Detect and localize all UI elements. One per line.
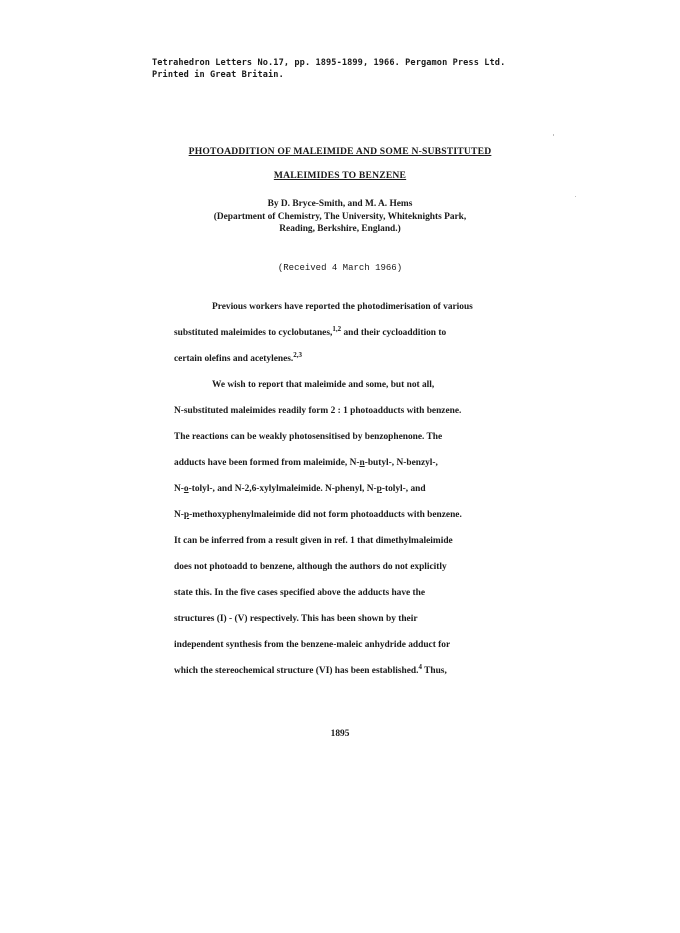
body-text: substituted maleimides to cyclobutanes, — [174, 328, 333, 338]
body-line: The reactions can be weakly photosensitised by benzophenone. The — [174, 432, 443, 442]
body-line — [174, 510, 462, 520]
printed-location: Printed in Great Britain. — [152, 70, 284, 80]
body-line — [174, 351, 303, 364]
body-line — [174, 458, 438, 468]
article-title-line-1: PHOTOADDITION OF MALEIMIDE AND SOME N-SUBSTITUTED — [188, 146, 492, 157]
italic-prefix: n — [359, 458, 365, 468]
body-text: and their cycloaddition to — [341, 328, 447, 338]
body-text: certain olefins and acetylenes. — [174, 354, 294, 364]
body-text: -butyl-, N-benzyl-, — [364, 458, 438, 468]
body-text: N- — [174, 484, 184, 494]
italic-prefix: p — [376, 484, 382, 494]
body-text: N- — [174, 510, 184, 520]
article-title-line-2: MALEIMIDES TO BENZENE — [273, 170, 407, 181]
citation-superscript: 2,3 — [293, 351, 303, 359]
body-text: -tolyl-, and — [381, 484, 426, 494]
italic-prefix: p — [183, 510, 190, 520]
body-line: We wish to report that maleimide and some, but not all, — [212, 380, 435, 390]
scan-speck — [575, 196, 576, 197]
scan-speck — [553, 134, 554, 136]
italic-prefix: o — [183, 484, 189, 494]
body-line: does not photoadd to benzene, although the authors do not explicitly — [174, 562, 447, 572]
received-date: (Received 4 March 1966) — [277, 263, 403, 273]
body-text: adducts have been formed from maleimide, N- — [174, 458, 360, 468]
body-line: It can be inferred from a result given in ref. 1 that dimethylmaleimide — [174, 536, 453, 546]
body-line — [174, 325, 447, 338]
body-text: -methoxyphenylmaleimide did not form photoadducts with benzene. — [189, 510, 462, 520]
page-number: 1895 — [330, 729, 350, 739]
body-line — [174, 484, 426, 494]
body-line: N-substituted maleimides readily form 2 : 1 photoadducts with benzene. — [174, 406, 462, 416]
journal-header — [152, 57, 505, 81]
citation-superscript: 4 — [418, 663, 422, 671]
citation-superscript: 1,2 — [332, 325, 342, 333]
affiliation-line-2: Reading, Berkshire, England.) — [279, 224, 401, 234]
body-line: independent synthesis from the benzene-maleic anhydride adduct for — [174, 640, 451, 650]
author-block — [0, 198, 680, 236]
affiliation-line-1: (Department of Chemistry, The University, Whiteknights Park, — [213, 211, 467, 222]
body-text: Thus, — [421, 666, 447, 676]
body-text: -tolyl-, and N-2,6-xylylmaleimide. N-phenyl, N- — [188, 484, 377, 494]
body-line — [174, 663, 447, 676]
body-line: structures (I) - (V) respectively. This has been shown by their — [174, 614, 418, 624]
body-text: which the stereochemical structure (VI) has been established. — [174, 666, 419, 676]
body-line: state this. In the five cases specified above the adducts have the — [174, 588, 426, 598]
journal-citation: Tetrahedron Letters No.17, pp. 1895-1899, 1966. Pergamon Press Ltd. — [152, 58, 506, 68]
body-line: Previous workers have reported the photodimerisation of various — [212, 302, 473, 312]
author-byline: By D. Bryce-Smith, and M. A. Hems — [267, 199, 413, 209]
